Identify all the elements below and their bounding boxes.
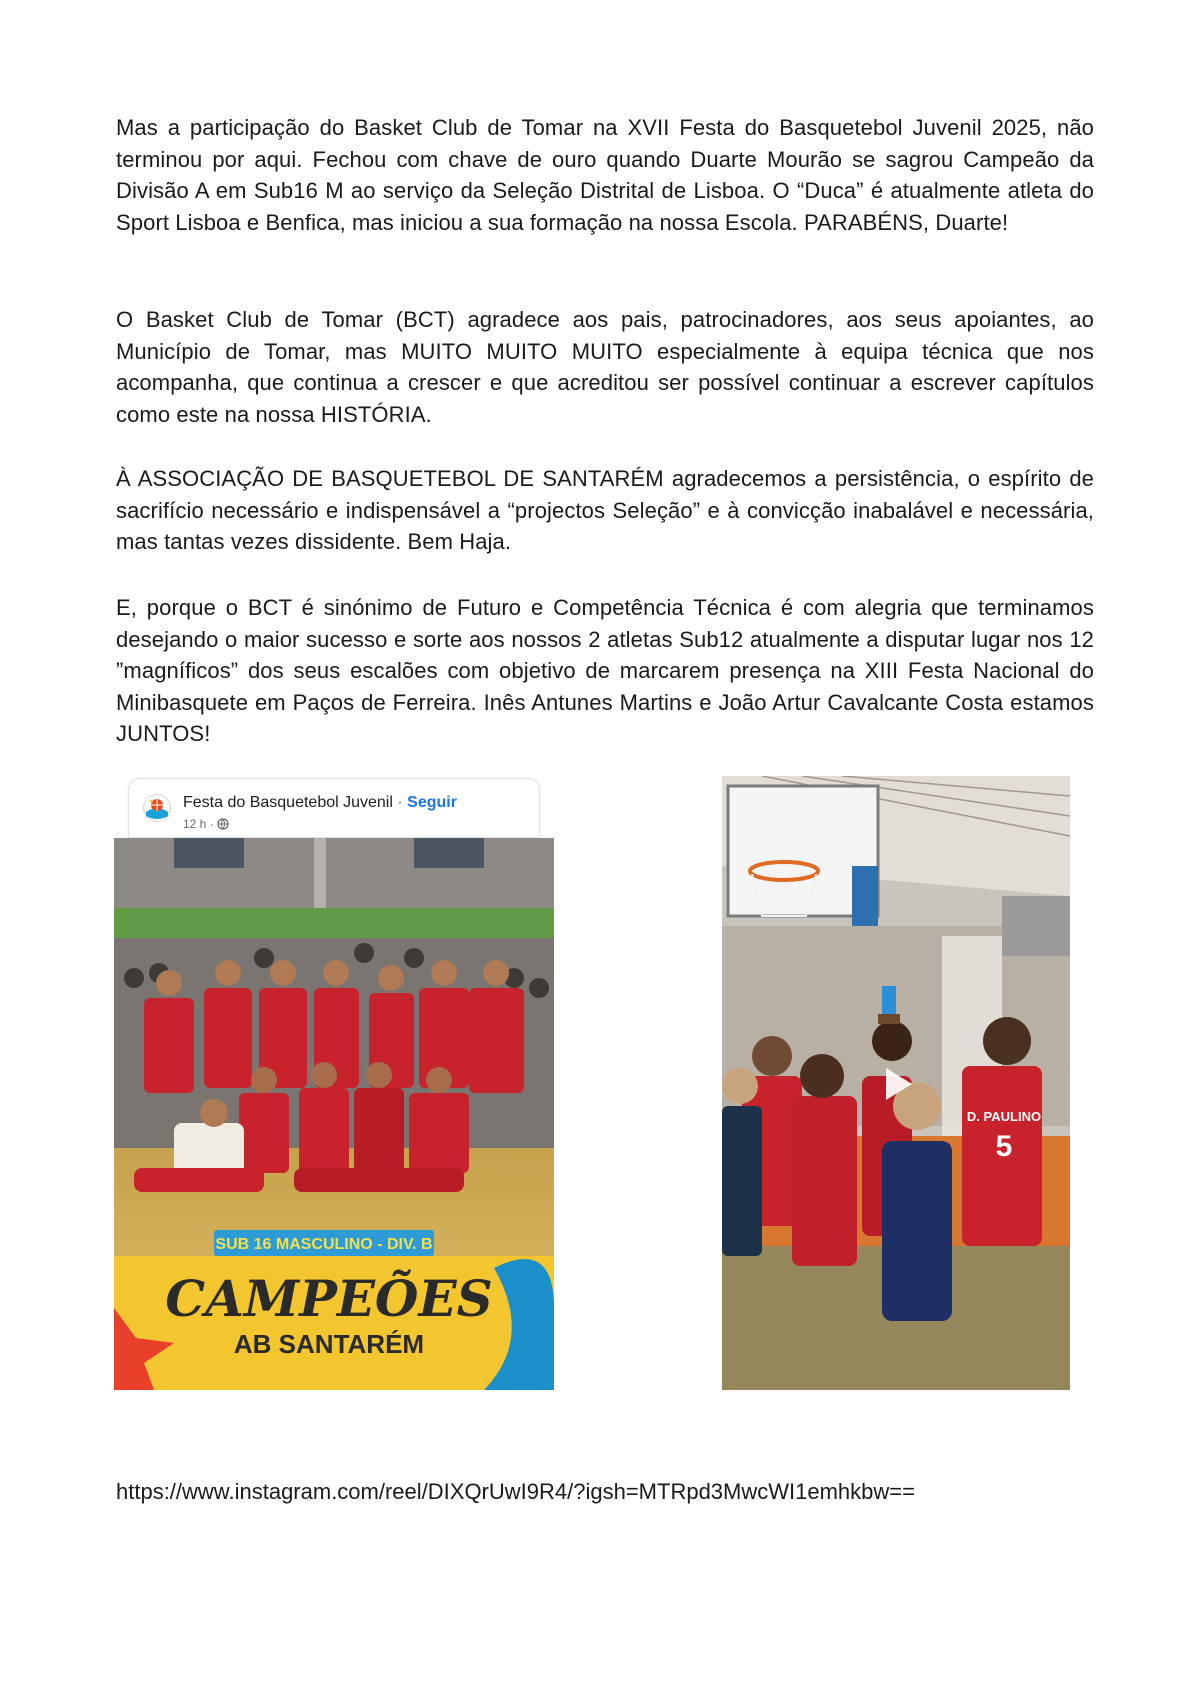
paragraph-thanks: O Basket Club de Tomar (BCT) agradece aos pais, patrocinadores, aos seus apoiantes, ao Município de Tomar, mas MUITO MUITO MUITO especialmente à equipa técnica que nos acompanha, que continua a crescer e que acreditou ser possível continuar a escrever capítulos como este na nossa HISTÓRIA.	[116, 307, 1094, 427]
team-photo-campeoes	[114, 838, 554, 1390]
fb-post-time[interactable]: 12 h ·	[183, 817, 214, 831]
fb-post-header	[128, 778, 540, 838]
follow-button[interactable]: Seguir	[407, 794, 457, 811]
festa-logo-icon[interactable]	[143, 794, 171, 822]
jersey-number: 5	[995, 1130, 1013, 1163]
globe-icon	[217, 818, 229, 830]
banner-team: AB SANTARÉM	[233, 1329, 425, 1359]
fb-post-title	[183, 794, 457, 812]
paragraph-sub12: E, porque o BCT é sinónimo de Futuro e Competência Técnica é com alegria que terminamos desejando o maior sucesso e sorte aos nossos 2 atletas Sub12 atualmente a disputar lugar nos 12 ”magníficos” dos seus escalões com objetivo de marcarem presença na XIII Festa Nacional do Minibasquete em Paços de Ferreira. Inês Antunes Martins e João Artur Cavalcante Costa estamos JUNTOS!	[116, 595, 1094, 746]
banner-title: CAMPEÕES	[165, 1269, 493, 1328]
instagram-link[interactable]: https://www.instagram.com/reel/DIXQrUwI9R4/?igsh=MTRpd3MwcWI1emhkbw==	[116, 1479, 915, 1504]
fb-separator: ·	[397, 794, 403, 811]
fb-page-name[interactable]: Festa do Basquetebol Juvenil	[183, 794, 393, 811]
play-icon[interactable]	[874, 1062, 918, 1106]
paragraph-association: À ASSOCIAÇÃO DE BASQUETEBOL DE SANTARÉM agradecemos a persistência, o espírito de sacrifício necessário e indispensável a “projectos Seleção” e à convicção inabalável e necessária, mas tantas vezes dissidente. Bem Haja.	[116, 466, 1094, 554]
jersey-name: D. PAULINO	[966, 1109, 1042, 1124]
banner-subtitle: SUB 16 MASCULINO - DIV. B	[215, 1236, 433, 1253]
paragraph-duarte: Mas a participação do Basket Club de Tomar na XVII Festa do Basquetebol Juvenil 2025, não terminou por aqui. Fechou com chave de ouro quando Duarte Mourão se sagrou Campeão da Divisão A em Sub16 M ao serviço da Seleção Distrital de Lisboa. O “Duca” é atualmente atleta do Sport Lisboa e Benfica, mas iniciou a sua formação na nossa Escola. PARABÉNS, Duarte!	[116, 115, 1094, 235]
fb-post-meta	[183, 817, 229, 831]
